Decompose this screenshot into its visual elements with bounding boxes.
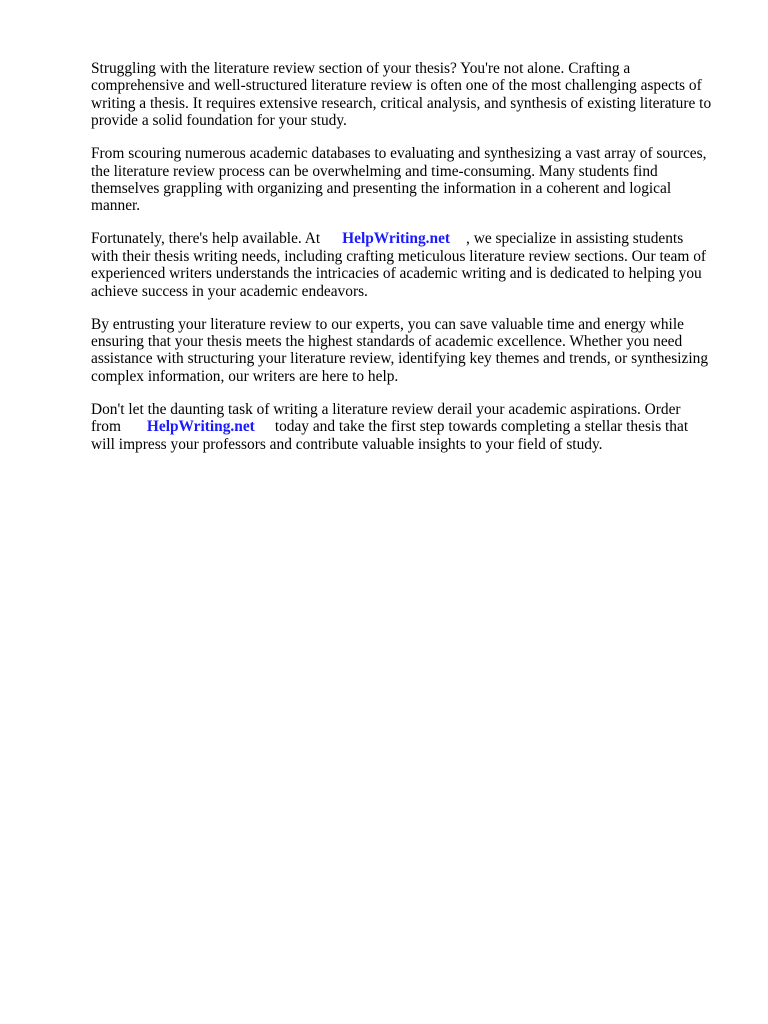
paragraph-order [91,401,721,453]
helpwriting-link[interactable]: HelpWriting.net [342,230,451,248]
paragraph-help-available-rest: , we specialize in assisting students with their thesis writing needs, including crafting meticulous literature review sections. Our team of experienced writers understands the intricacies of academic writing and is dedicated to helping you achieve success in your academic endeavors. [91,230,707,300]
paragraph-order-lead: Don't let the daunting task of writing a literature review derail your academic aspirations. Order from [91,400,681,436]
helpwriting-link-order[interactable]: HelpWriting.net [146,418,255,436]
paragraph-experts: By entrusting your literature review to our experts, you can save valuable time and energy while ensuring that your thesis meets the highest standards of academic excellence. Whether you need assistance with structuring your literature review, identifying key themes and trends, or synthesizing complex information, our writers are here to help. [91,315,709,385]
document-body [91,60,721,469]
paragraph-intro: Struggling with the literature review section of your thesis? You're not alone. Crafting a comprehensive and well-structured literature review is often one of the most challenging aspects of writing a thesis. It requires extensive research, critical analysis, and synthesis of existing literature to provide a solid foundation for your study. [91,60,712,130]
paragraph-process: From scouring numerous academic databases to evaluating and synthesizing a vast array of sources, the literature review process can be overwhelming and time-consuming. Many students find themselves grappling with organizing and presenting the information in a coherent and logical manner. [91,145,707,215]
paragraph-help-available [91,230,721,300]
paragraph-help-available-lead: Fortunately, there's help available. At [91,230,321,248]
paragraph-order-rest: today and take the first step towards completing a stellar thesis that will impress your professors and contribute valuable insights to your field of study. [91,418,689,453]
